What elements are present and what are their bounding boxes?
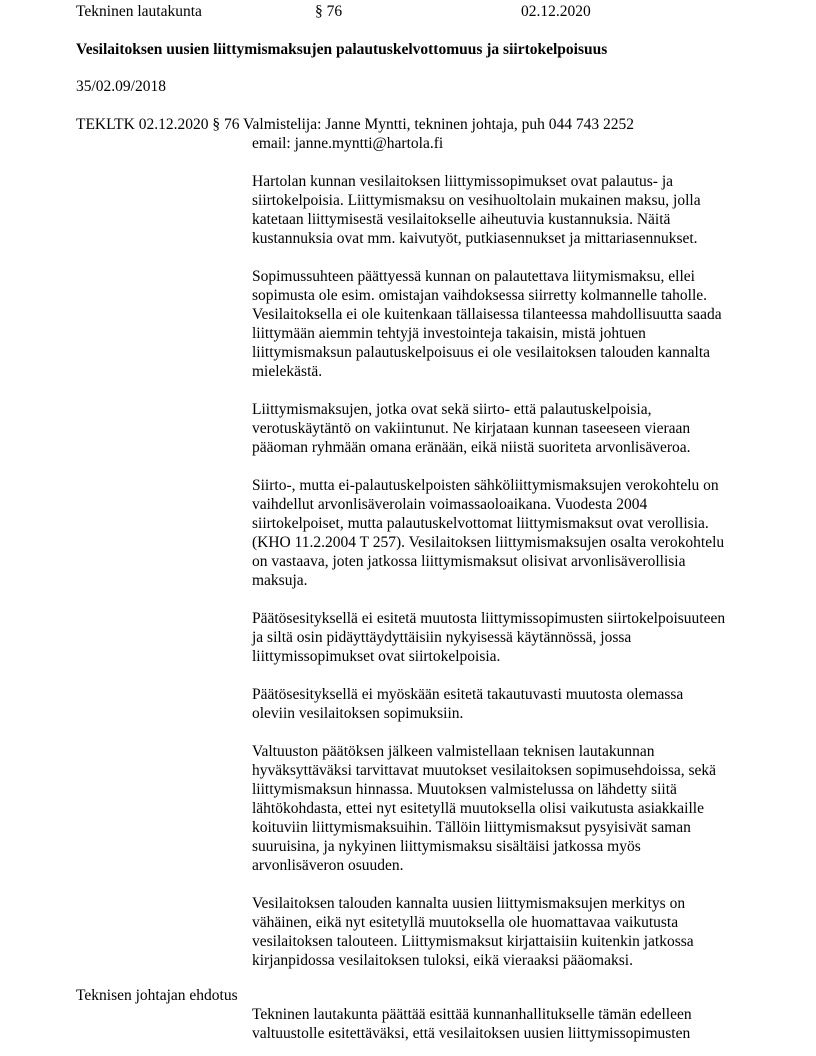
paragraph: Päätösesityksellä ei myöskään esitetä takautuvasti muutosta olemassa oleviin vesilaitoksen sopimuksiin.: [252, 686, 684, 722]
proposal-label: Teknisen johtajan ehdotus: [76, 987, 238, 1004]
header-body: Tekninen lautakunta: [76, 3, 202, 20]
record-id: 35/02.09/2018: [76, 78, 166, 95]
header-date: 02.12.2020: [521, 3, 591, 20]
document-title: Vesilaitoksen uusien liittymismaksujen palautuskelvottomuus ja siirtokelpoisuus: [76, 41, 608, 58]
preparer-line: TEKLTK 02.12.2020 § 76 Valmistelija: Janne Myntti, tekninen johtaja, puh 044 743 2252: [76, 116, 634, 133]
document-body: [252, 172, 772, 989]
paragraph: Päätösesityksellä ei esitetä muutosta liittymissopimusten siirtokelpoisuuteen ja siltä osin pidäyttäydyttäisiin nykyisessä käytännössä, jossa liittymissopimukset ovat siirtokelpoisia.: [252, 610, 726, 665]
paragraph: Sopimussuhteen päättyessä kunnan on palautettava liitymismaksu, ellei sopimusta ole esim. omistajan vaihdoksessa siirretty kolmannelle taholle. Vesilaitoksella ei ole kuitenkaan tällaisessa tilanteessa mahdollisuutta saada liittymään aiemmin tehtyjä investointeja takaisin, mistä johtuen liittymismaksun palautuskelpoisuus ei ole vesilaitoksen talouden kannalta mielekästä.: [252, 268, 722, 380]
paragraph: Vesilaitoksen talouden kannalta uusien liittymismaksujen merkitys on vähäinen, eikä nyt esitetyllä muutoksella ole huomattavaa vaikutusta vesilaitoksen talouteen. Liittymismaksut kirjattaisiin kuitenkin jatkossa kirjanpidossa vesilaitoksen tuloksi, eikä vieraaksi pääomaksi.: [252, 895, 694, 969]
header-section: § 76: [315, 3, 343, 20]
paragraph: Hartolan kunnan vesilaitoksen liittymissopimukset ovat palautus- ja siirtokelpoisia. Liittymismaksu on vesihuoltolain mukainen maksu, jolla katetaan liittymisestä vesilaitokselle aiheutuvia kustannuksia. Näitä kustannuksia ovat mm. kaivutyöt, putkiasennukset ja mittariasennukset.: [252, 173, 701, 247]
paragraph: Valtuuston päätöksen jälkeen valmistellaan teknisen lautakunnan hyväksyttäväksi tarvittavat muutokset vesilaitoksen sopimusehdoissa, sekä liittymismaksun hinnassa. Muutoksen valmistelussa on lähdetty siitä lähtökohdasta, ettei nyt esitetyllä muutoksella olisi vaikutusta asiakkaille koituviin liittymismaksuihin. Tällöin liittymismaksut pysyisivät saman suuruisina, ja nykyinen liittymismaksu sisältäisi jatkossa myös arvonlisäveron osuuden.: [252, 743, 717, 874]
preparer-email: email: janne.myntti@hartola.fi: [252, 135, 444, 152]
paragraph: Siirto-, mutta ei-palautuskelpoisten sähköliittymismaksujen verokohtelu on vaihdellut arvonlisäverolain voimassaoloaikana. Vuodesta 2004 siirtokelpoiset, mutta palautuskelvottomat liittymismaksut ovat verollisia. (KHO 11.2.2004 T 257). Vesilaitoksen liittymismaksujen osalta verokohtelu on vastaava, joten jatkossa liittymismaksut olisivat arvonlisäverollisia maksuja.: [252, 477, 725, 589]
proposal-text: Tekninen lautakunta päättää esittää kunnanhallitukselle tämän edelleen valtuustolle esitettäväksi, että vesilaitoksen uusien liittymissopimusten: [252, 1006, 692, 1042]
paragraph: Liittymismaksujen, jotka ovat sekä siirto- että palautuskelpoisia, verotuskäytäntö on vakiintunut. Ne kirjataan kunnan taseeseen vieraan pääoman ryhmään omana eränään, eikä niistä suoriteta arvonlisäveroa.: [252, 401, 691, 456]
